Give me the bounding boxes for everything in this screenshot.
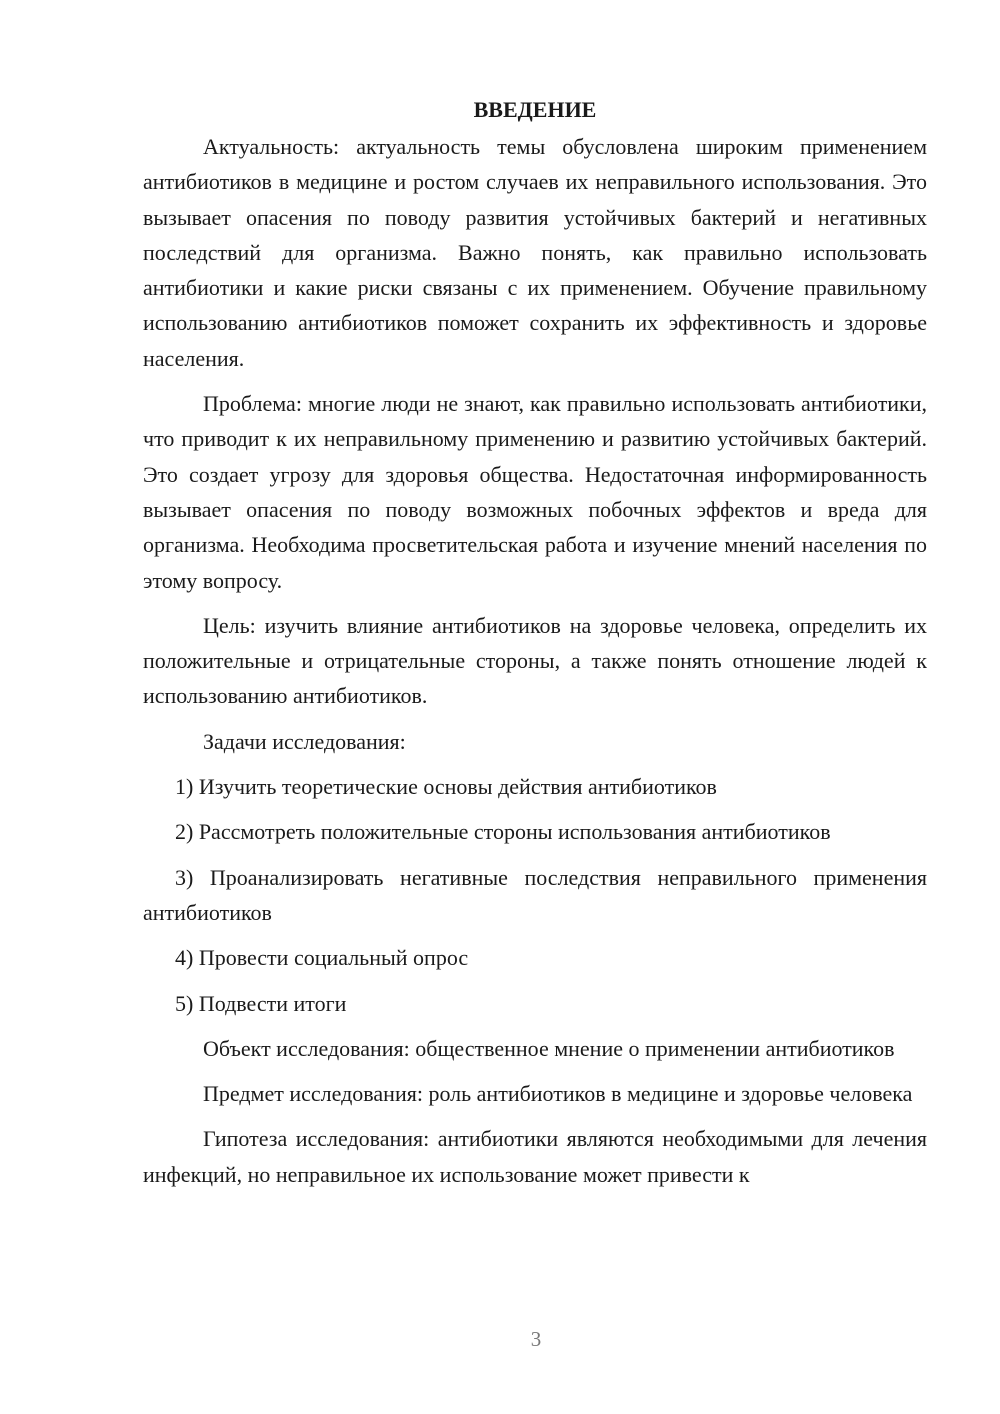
task-item: 5) Подвести итоги bbox=[175, 990, 347, 1016]
task-item: 3) Проанализировать негативные последствия неправильного применения антибиотиков bbox=[143, 864, 927, 925]
paragraph-hypothesis: Гипотеза исследования: антибиотики являются необходимыми для лечения инфекций, но неправильное их использование может привести к bbox=[143, 1126, 927, 1187]
paragraph-problem: Проблема: многие люди не знают, как правильно использовать антибиотики, что приводит к их неправильному применению и развитию устойчивых бактерий. Это создает угрозу для здоровья общества. Недостаточная информированность вызывает опасения по поводу возможных побочных эффектов и вреда для организма. Необходима просветительская работа и изучение мнений населения по этому вопросу. bbox=[143, 391, 927, 593]
document-page bbox=[143, 92, 927, 1192]
tasks-heading: Задачи исследования: bbox=[203, 728, 406, 754]
paragraph-object: Объект исследования: общественное мнение о применении антибиотиков bbox=[203, 1035, 895, 1061]
task-item: 1) Изучить теоретические основы действия антибиотиков bbox=[175, 774, 717, 800]
task-item: 2) Рассмотреть положительные стороны использования антибиотиков bbox=[175, 819, 831, 845]
paragraph-goal: Цель: изучить влияние антибиотиков на здоровье человека, определить их положительные и отрицательные стороны, а также понять отношение людей к использованию антибиотиков. bbox=[143, 612, 927, 709]
section-title: ВВЕДЕНИЕ bbox=[473, 97, 597, 122]
paragraph-relevance: Актуальность: актуальность темы обусловлена широким применением антибиотиков в медицине и ростом случаев их неправильного использования. Это вызывает опасения по поводу развития устойчивых бактерий и негативных последствий для организма. Важно понять, как правильно использовать антибиотики и какие риски связаны с их применением. Обучение правильному использованию антибиотиков поможет сохранить их эффективность и здоровье населения. bbox=[143, 134, 927, 371]
task-item: 4) Провести социальный опрос bbox=[175, 945, 469, 971]
paragraph-subject: Предмет исследования: роль антибиотиков в медицине и здоровье человека bbox=[203, 1081, 913, 1107]
page-number: 3 bbox=[530, 1327, 542, 1351]
